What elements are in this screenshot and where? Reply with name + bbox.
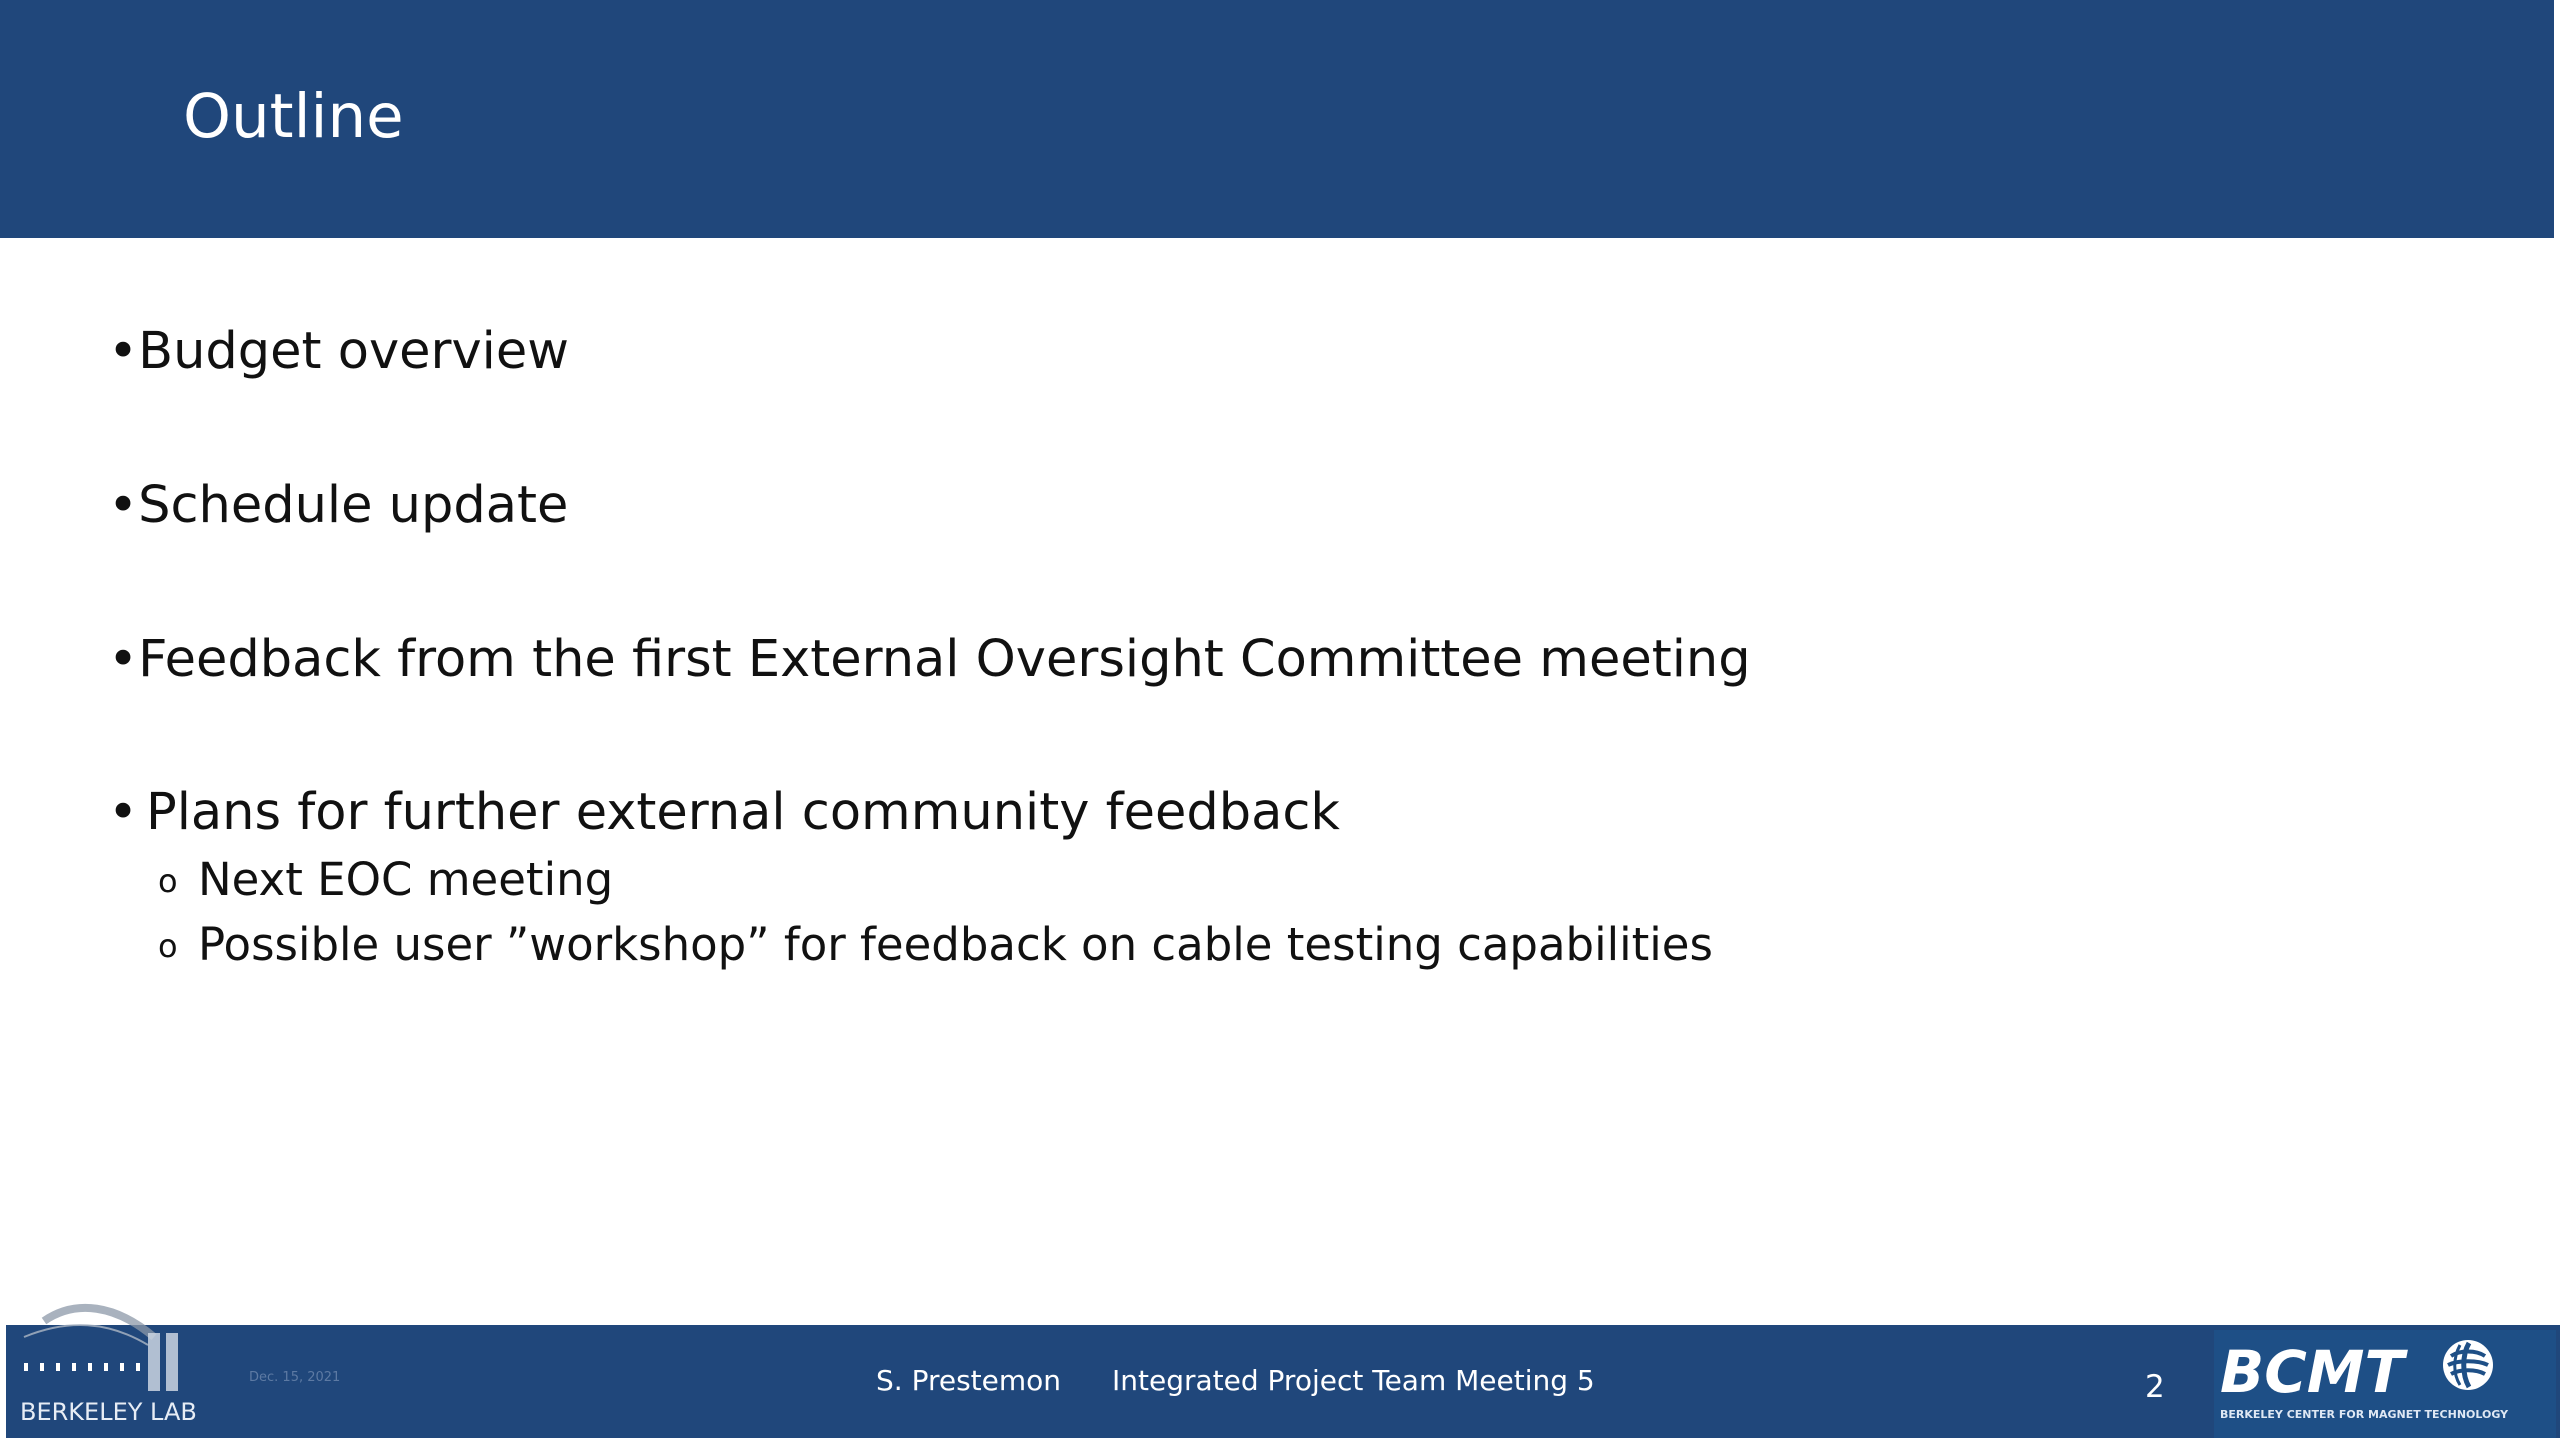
bullet-text: Plans for further external community feedback <box>146 783 1340 842</box>
bullet-item <box>108 630 1751 690</box>
bcmt-globe-icon <box>2438 1335 2498 1395</box>
bullet-text: Feedback from the first External Oversight Committee meeting <box>138 630 1751 689</box>
footer-meeting-title: Integrated Project Team Meeting 5 <box>1112 1364 1595 1397</box>
bcmt-logo-text: BCMT <box>2220 1338 2405 1406</box>
bullet-text: Schedule update <box>138 476 569 535</box>
bullet-mark: • <box>108 322 139 381</box>
sub-bullet-text: Possible user ”workshop” for feedback on cable testing capabilities <box>198 918 1713 971</box>
sub-bullet-item <box>158 918 1713 973</box>
footer-date: Dec. 15, 2021 <box>249 1370 341 1385</box>
footer-author: S. Prestemon <box>876 1364 1062 1397</box>
berkeley-lab-logo-text: BERKELEY LAB <box>20 1398 197 1426</box>
sub-bullet-mark: o <box>158 862 178 900</box>
sub-bullet-item <box>158 853 613 908</box>
bullet-item <box>108 322 569 382</box>
bullet-text: Budget overview <box>138 322 569 381</box>
page-number: 2 <box>2145 1369 2165 1405</box>
bullet-item <box>108 476 568 536</box>
sub-bullet-mark: o <box>158 927 178 965</box>
slide-title: Outline <box>183 81 404 152</box>
bullet-mark: • <box>108 783 139 842</box>
sub-bullet-text: Next EOC meeting <box>198 853 614 906</box>
bullet-item <box>108 783 1340 843</box>
bcmt-logo-subtext: BERKELEY CENTER FOR MAGNET TECHNOLOGY <box>2220 1408 2509 1421</box>
bullet-mark: • <box>108 630 139 689</box>
bullet-mark: • <box>108 476 139 535</box>
